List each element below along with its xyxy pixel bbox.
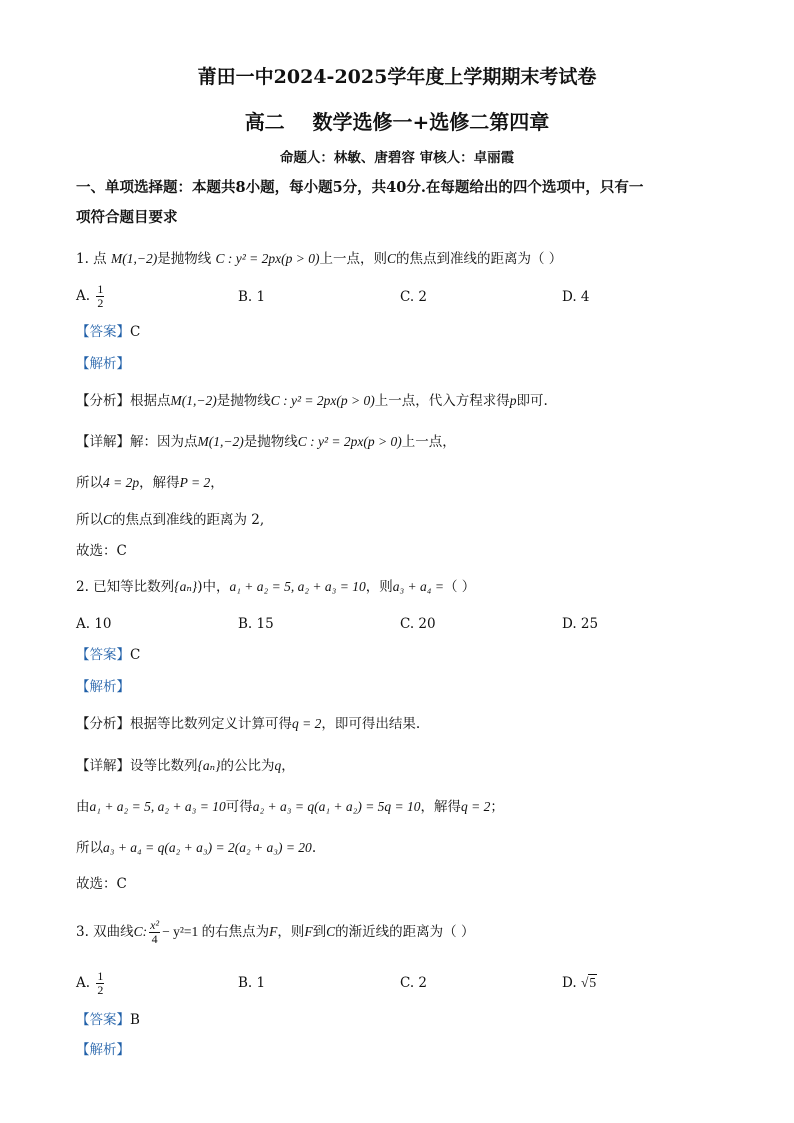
q3-answer	[76, 1010, 140, 1030]
xiangjie-tag: 【详解】	[76, 758, 130, 774]
q1-fenxi	[76, 391, 548, 411]
q2-step2-eq1: a₁ + a₂ = 5, a₂ + a₃ = 10	[89, 799, 226, 814]
q1-step2-a: 所以	[76, 475, 103, 491]
q2-fenxi-b: ，即可得出结果.	[321, 716, 421, 732]
q3-stem-c: ，则	[277, 924, 305, 940]
q2-xj-c: ，	[281, 758, 295, 774]
q2-step3-a: 所以	[76, 840, 103, 856]
q1-fenxi-d: 即可.	[516, 393, 548, 409]
q1-fenxi-p: p	[509, 393, 517, 408]
q1-option-a-fraction	[96, 283, 104, 310]
q2-step2-eq3: q = 2	[461, 799, 491, 814]
q2-stem-a: 2. 已知等比数列	[76, 579, 175, 595]
xiangjie-tag: 【详解】	[76, 434, 130, 450]
q3-C: C:	[133, 924, 148, 939]
q3-stem-e: 的渐近线的距离为（ ）	[335, 924, 475, 940]
q2-stem	[76, 577, 475, 597]
q1-fenxi-curve: C : y² = 2px(p > 0)	[270, 393, 375, 408]
q2-option-d: D. 25	[562, 616, 599, 632]
q1-xj-b: 是抛物线	[243, 434, 298, 450]
q2-xj-seq: {aₙ}	[197, 758, 221, 773]
q1-curve: C : y² = 2px(p > 0)	[215, 251, 320, 266]
fenxi-tag: 【分析】	[76, 393, 130, 409]
q1-stem-end: 的焦点到准线的距离为（ ）	[396, 251, 563, 267]
frac-num: 1	[97, 969, 104, 983]
q3-F2: F	[304, 924, 313, 939]
q1-step2-c: ，	[210, 475, 224, 491]
q1-xj-c: 上一点，	[401, 434, 456, 450]
q2-xj-b: 的公比为	[220, 758, 275, 774]
exam-authors: 命题人：林敏、唐碧容 审核人：卓丽霞	[279, 150, 515, 166]
q2-stem-d: （ ）	[443, 579, 476, 595]
q2-stem-c: ，则	[365, 579, 393, 595]
q2-step2-b: 可得	[225, 799, 253, 815]
q1-step3-C: C	[103, 512, 113, 527]
q2-fenxi	[76, 714, 420, 734]
section-heading-line2: 项符合题目要求	[76, 209, 178, 226]
frac-den: 2	[97, 983, 104, 997]
q2-final: 故选：C	[76, 876, 127, 892]
q2-step-2	[76, 797, 504, 817]
q3-stem	[76, 917, 474, 947]
q3-F: F	[269, 924, 278, 939]
answer-tag: 【答案】	[76, 1012, 130, 1028]
q3-option-c: C. 2	[400, 975, 428, 991]
q3-C2: C	[326, 924, 336, 939]
q1-option-c: C. 2	[400, 289, 428, 305]
q3-fraction	[149, 919, 160, 946]
q1-option-b: B. 1	[238, 289, 266, 305]
q1-stem-prefix: 1. 点	[76, 251, 107, 267]
q2-fenxi-a: 根据等比数列定义计算可得	[130, 716, 292, 732]
sqrt-icon: √	[580, 975, 589, 990]
q2-xj-q: q	[274, 758, 282, 773]
q1-step3-b: 的焦点到准线的距离为 2,	[112, 512, 265, 528]
q1-xj-point: M(1,−2)	[197, 434, 244, 449]
q2-step2-c: ，解得	[420, 799, 462, 815]
q2-step2-a: 由	[76, 799, 90, 815]
q1-option-d: D. 4	[562, 289, 590, 305]
q2-answer-value: C	[130, 647, 141, 663]
q3-answer-value: B	[130, 1012, 140, 1028]
exam-title: 莆田一中2024-2025学年度上学期期末考试卷	[197, 66, 597, 88]
answer-tag: 【答案】	[76, 324, 130, 340]
q2-step3-eq: a₃ + a₄ = q(a₂ + a₃) = 2(a₂ + a₃) = 20	[103, 840, 312, 855]
q2-analysis-tag: 【解析】	[76, 679, 130, 695]
q1-analysis-tag: 【解析】	[76, 356, 130, 372]
q1-fenxi-point: M(1,−2)	[170, 393, 217, 408]
q2-step2-d: ；	[490, 799, 504, 815]
q3-option-d-radicand: 5	[589, 975, 597, 990]
q1-xiangjie	[76, 432, 456, 452]
q2-xj-a: 设等比数列	[130, 758, 198, 774]
q1-step2-eq1: 4 = 2p	[103, 475, 140, 490]
q2-step2-eq2: a₂ + a₃ = q(a₁ + a₂) = 5q = 10	[252, 799, 421, 814]
q1-step2-eq2: P = 2	[179, 475, 211, 490]
q1-C: C	[387, 251, 397, 266]
q3-option-a	[76, 970, 106, 997]
q2-stem-b: )中，	[197, 579, 230, 595]
q2-xiangjie	[76, 756, 295, 776]
q1-stem-suffix: 上一点，则	[319, 251, 387, 267]
q1-point: M(1,−2)	[110, 251, 158, 266]
q3-stem-d: 到	[312, 924, 327, 940]
q1-fenxi-c: 上一点，代入方程求得	[374, 393, 510, 409]
q1-option-a-label: A.	[76, 288, 91, 304]
q1-step-3	[76, 510, 264, 530]
fenxi-tag: 【分析】	[76, 716, 130, 732]
q1-step3-a: 所以	[76, 512, 103, 528]
section-heading-line1: 一、单项选择题：本题共8小题，每小题5分，共40分.在每题给出的四个选项中，只有一	[76, 179, 644, 196]
q2-eq: a₁ + a₂ = 5, a₂ + a₃ = 10	[229, 579, 366, 594]
q3-option-d	[562, 973, 597, 993]
q3-option-d-label: D.	[562, 975, 577, 991]
q1-final: 故选：C	[76, 543, 127, 559]
frac-num: 1	[97, 282, 104, 296]
q1-stem	[76, 249, 562, 269]
q1-fenxi-b: 是抛物线	[216, 393, 271, 409]
q2-step-3	[76, 838, 316, 858]
q2-target: a₃ + a₄ =	[392, 579, 444, 594]
q2-option-b: B. 15	[238, 616, 274, 632]
q2-fenxi-eq: q = 2	[292, 716, 322, 731]
q1-step2-b: ，解得	[139, 475, 180, 491]
q3-option-a-fraction	[96, 970, 104, 997]
q3-stem-b: − y²=1 的右焦点为	[162, 924, 270, 939]
q1-xj-a: 解：因为点	[130, 434, 198, 450]
frac-den: 2	[97, 296, 104, 310]
q1-fenxi-a: 根据点	[130, 393, 171, 409]
frac-num: x²	[150, 918, 160, 932]
q3-option-b: B. 1	[238, 975, 266, 991]
answer-tag: 【答案】	[76, 647, 130, 663]
q1-option-a	[76, 283, 106, 310]
q3-option-a-label: A.	[76, 975, 91, 991]
q2-seq: {aₙ}	[174, 579, 198, 594]
q2-option-a: A. 10	[76, 616, 112, 632]
q2-answer	[76, 645, 140, 665]
q1-stem-mid: 是抛物线	[157, 251, 212, 267]
q3-stem-a: 3. 双曲线	[76, 924, 134, 940]
q1-answer-value: C	[130, 324, 141, 340]
q1-answer	[76, 322, 140, 342]
q2-option-c: C. 20	[400, 616, 436, 632]
exam-subtitle: 高二 数学选修一+选修二第四章	[244, 110, 550, 134]
q3-analysis-tag: 【解析】	[76, 1042, 130, 1058]
q1-step-2	[76, 473, 224, 493]
frac-den: 4	[151, 932, 158, 946]
q2-step3-b: .	[311, 840, 317, 856]
q1-xj-curve: C : y² = 2px(p > 0)	[297, 434, 402, 449]
